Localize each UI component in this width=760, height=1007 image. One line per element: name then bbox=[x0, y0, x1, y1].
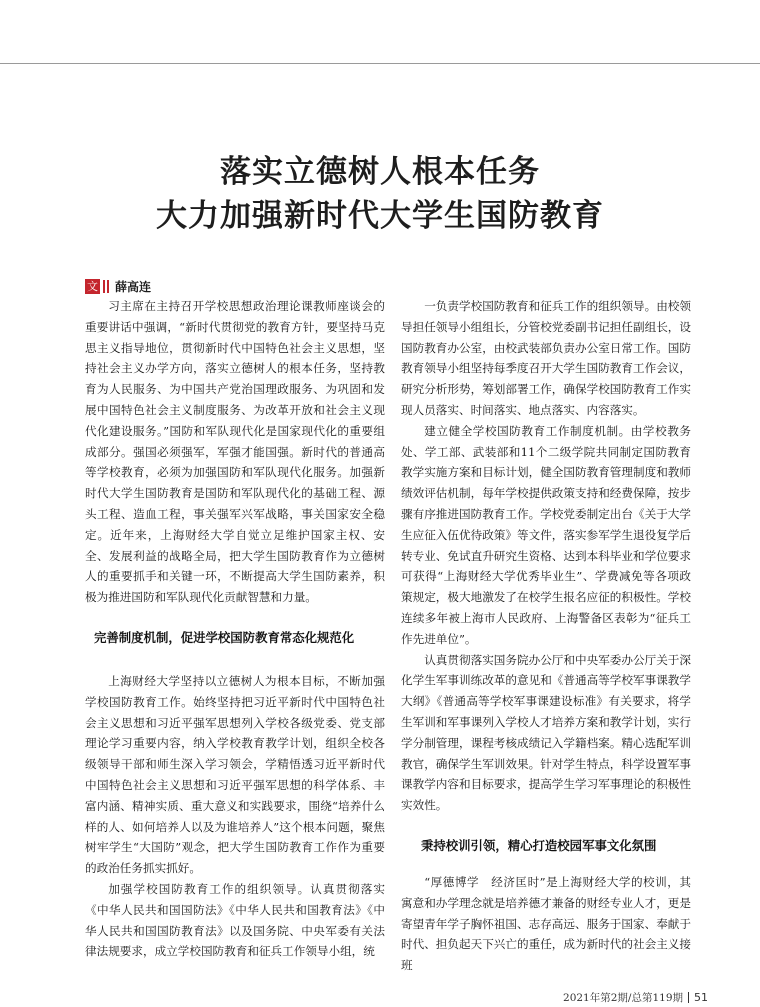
top-rule bbox=[0, 63, 760, 64]
author-badge: 文 bbox=[87, 279, 98, 293]
section-heading: 完善制度机制，促进学校国防教育常态化规范化 bbox=[94, 629, 355, 645]
paragraph: 习主席在主持召开学校思想政治理论课教师座谈会的重要讲话中强调，“新时代贯彻党的教育方针，要坚持马克思主义指导地位，贯彻新时代中国特色社会主义思想，坚持社会主义办学方向，落实立德树人的根本任务，坚持教育为人民服务、为中国共产党治国理政服务、为巩固和发展中国特色社会主义制度服务、为改革开放和社会主义现代化建设服务。”国防和军队现代化是国家现代化的重要组成部分。强国必须强军，军强才能国强。新时代的普通高等学校教育，必须为加强国防和军队现代化服务。加强新时代大学生国防教育是国防和军队现代化的基础工程、源头工程、造血工程，事关强军兴军战略，事关国家安全稳定。近年来，上海财经大学自觉立足维护国家主权、安全、发展利益的战略全局，把大学生国防教育作为立德树人的重要抓手和关键一环，不断提高大学生国防素养，积极为推进国防和军队现代化贡献智慧和力量。 bbox=[85, 299, 385, 605]
paragraph: 加强学校国防教育工作的组织领导。认真贯彻落实《中华人民共和国国防法》《中华人民共和国教育法》《中华人民共和国国防教育法》以及国务院、中央军委有关法律法规要求，成立学校国防教育和征兵工作领导小组，统 bbox=[85, 881, 385, 959]
right-column bbox=[401, 296, 691, 976]
article-title bbox=[0, 150, 760, 238]
title-line-2: 大力加强新时代大学生国防教育 bbox=[156, 198, 604, 234]
byline-bar bbox=[107, 280, 109, 293]
author-byline bbox=[85, 278, 151, 294]
page-number: 51 bbox=[694, 991, 708, 1004]
left-column bbox=[85, 296, 385, 962]
page-footer bbox=[563, 990, 708, 1005]
paragraph: 建立健全学校国防教育工作制度机制。由学校教务处、学工部、武装部和11个二级学院共同制定国防教育教学实施方案和目标计划，健全国防教育管理制度和教师绩效评估机制，每年学校提供政策支持和经费保障，按步骤有序推进国防教育工作。学校党委制定出台《关于大学生应征入伍优待政策》等文件，落实参军学生退役复学后转专业、免试直升研究生资格、达到本科毕业和学位要求可获得“上海财经大学优秀毕业生”、学费减免等各项政策规定，极大地激发了在校学生报名应征的积极性。学校连续多年被上海市人民政府、上海警备区表彰为“征兵工作先进单位”。 bbox=[401, 423, 691, 646]
section-heading: 秉持校训引领，精心打造校园军事文化氛围 bbox=[421, 837, 657, 853]
author-name: 薛高连 bbox=[115, 279, 152, 294]
footer-divider bbox=[688, 992, 689, 1003]
title-line-1: 落实立德树人根本任务 bbox=[220, 154, 540, 190]
issue-info: 2021年第2期/总第119期 bbox=[563, 992, 683, 1004]
byline-bar bbox=[103, 280, 105, 293]
paragraph: “厚德博学 经济匡时”是上海财经大学的校训，其寓意和办学理念就是培养德才兼备的财经专业人才，更是寄望青年学子胸怀祖国、志存高远、服务于国家、奉献于时代、担负起天下兴亡的重任，成为新时代的社会主义接班 bbox=[401, 874, 691, 973]
paragraph: 一负责学校国防教育和征兵工作的组织领导。由校领导担任领导小组组长，分管校党委副书记担任副组长，设国防教育办公室，由校武装部负责办公室日常工作。国防教育领导小组坚持每季度召开大学生国防教育工作会议，研究分析形势，筹划部署工作，确保学校国防教育工作实现人员落实、时间落实、地点落实、内容落实。 bbox=[401, 299, 691, 417]
paragraph: 上海财经大学坚持以立德树人为根本目标，不断加强学校国防教育工作。始终坚持把习近平新时代中国特色社会主义思想和习近平强军思想列入学校各级党委、党支部理论学习重要内容，纳入学校教育教学计划，组织全校各级领导干部和师生深入学习领会，学精悟透习近平新时代中国特色社会主义思想和习近平强军思想的科学体系、丰富内涵、精神实质、重大意义和实践要求，围绕“培养什么样的人、如何培养人以及为谁培养人”这个根本问题，聚焦树牢学生“大国防”观念，把大学生国防教育工作作为重要的政治任务抓实抓好。 bbox=[85, 673, 385, 876]
paragraph: 认真贯彻落实国务院办公厅和中央军委办公厅关于深化学生军事训练改革的意见和《普通高等学校军事课教学大纲》《普通高等学校军事课建设标准》有关要求，将学生军训和军事课列入学校人才培养方案和教学计划，实行学分制管理，课程考核成绩记入学籍档案。精心选配军训教官，确保学生军训效果。针对学生特点，科学设置军事课教学内容和目标要求，提高学生学习军事理论的积极性实效性。 bbox=[401, 652, 691, 813]
